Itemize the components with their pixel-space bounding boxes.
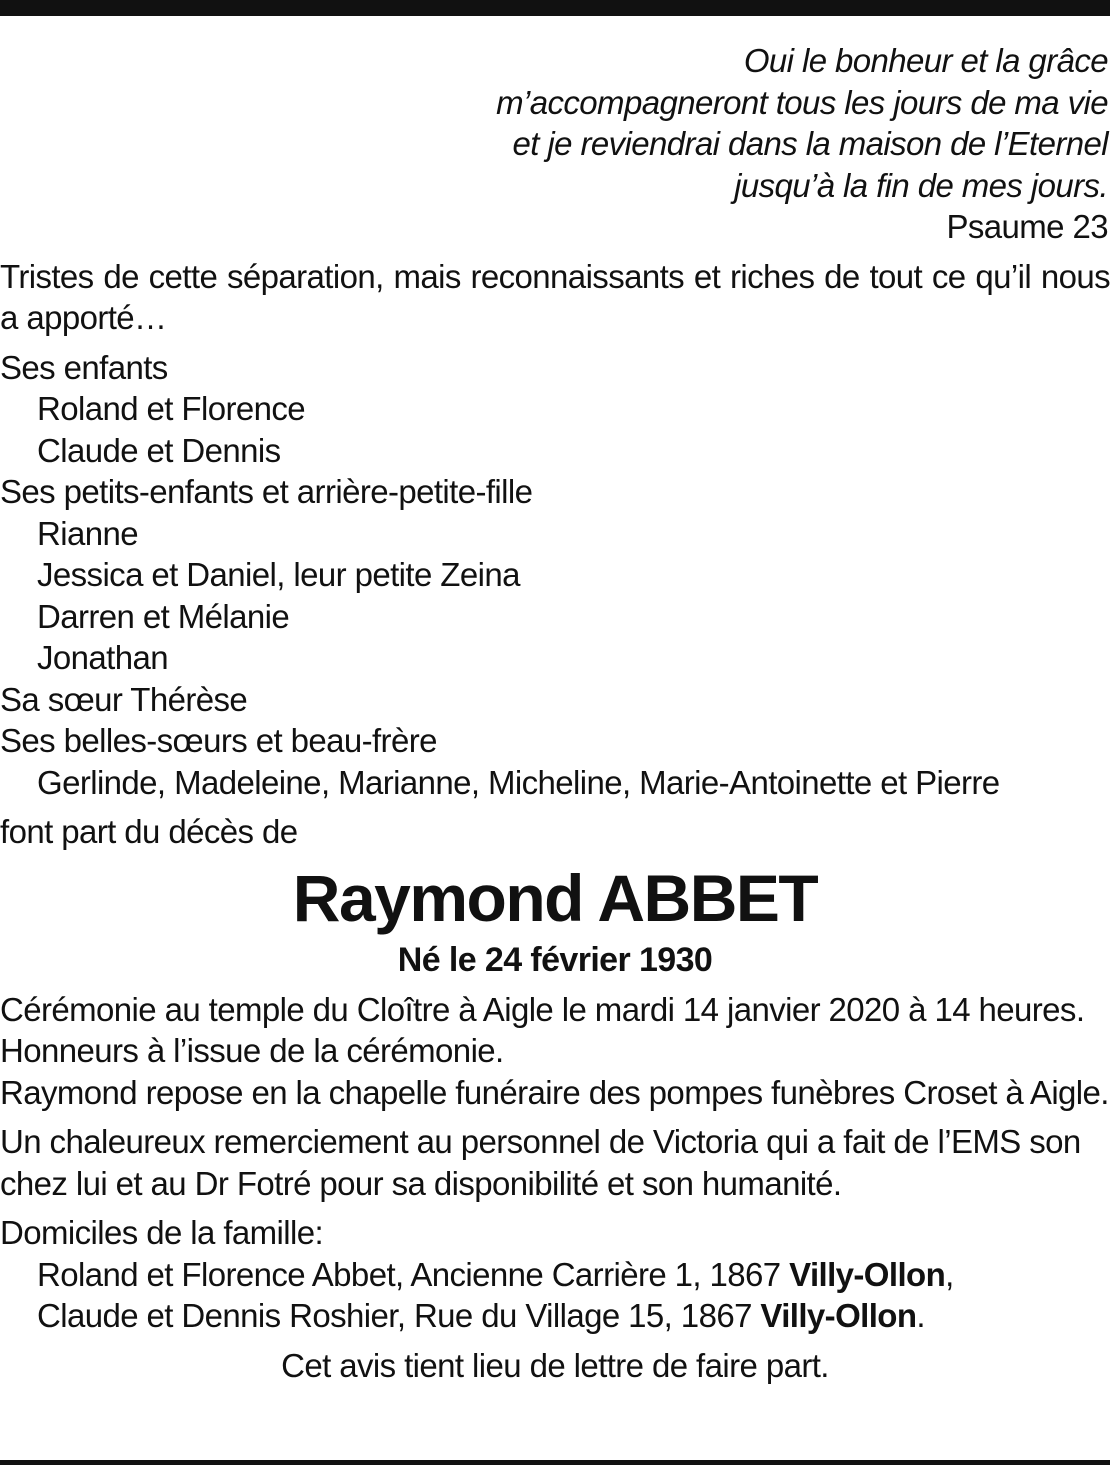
obituary-notice — [0, 40, 1110, 1386]
domiciles-heading: Domiciles de la famille: — [0, 1214, 324, 1251]
grandchildren-heading: Ses petits-enfants et arrière-petite-fille — [0, 473, 533, 510]
intro-text: Tristes de cette séparation, mais reconnaissants et riches de tout ce qu’il nous a apporté… — [0, 257, 1110, 336]
bottom-border — [0, 1460, 1110, 1465]
quote-reference: Psaume 23 — [946, 208, 1108, 245]
inlaws-entry: Gerlinde, Madeleine, Marianne, Micheline, Marie-Antoinette et Pierre — [37, 763, 1000, 801]
quote-line-4: jusqu’à la fin de mes jours. — [734, 166, 1108, 204]
deceased-name: Raymond ABBET — [292, 860, 818, 935]
thanks-line: chez lui et au Dr Fotré pour sa disponibilité et son humanité. — [0, 1164, 842, 1202]
child-entry: Claude et Dennis — [37, 431, 281, 469]
inlaws-heading: Ses belles-sœurs et beau-frère — [0, 722, 437, 759]
domicile-entry — [0, 1295, 1110, 1337]
top-border — [0, 0, 1110, 16]
sister-entry: Sa sœur Thérèse — [0, 680, 248, 718]
domicile-town: Villy-Ollon — [789, 1255, 946, 1293]
grandchild-entry: Rianne — [37, 514, 138, 552]
ceremony-line: Cérémonie au temple du Cloître à Aigle le mardi 14 janvier 2020 à 14 heures. — [0, 990, 1085, 1028]
domicile-town: Villy-Ollon — [760, 1297, 917, 1334]
ceremony-line: Raymond repose en la chapelle funéraire des pompes funèbres Croset à Aigle. — [0, 1073, 1109, 1111]
announce-text: font part du décès de — [0, 813, 298, 850]
domicile-address: Claude et Dennis Roshier, Rue du Village 15, 1867 — [37, 1297, 761, 1334]
quote-line-1: Oui le bonheur et la grâce — [743, 42, 1108, 79]
thanks-text — [0, 1121, 1110, 1204]
quote-line-2: m’accompagneront tous les jours de ma vie — [496, 83, 1108, 121]
ceremony-line: Honneurs à l’issue de la cérémonie. — [0, 1032, 504, 1069]
domicile-address: Roland et Florence Abbet, Ancienne Carrière 1, 1867 — [37, 1255, 790, 1293]
domicile-punct: . — [916, 1297, 925, 1334]
closing-text: Cet avis tient lieu de lettre de faire part. — [281, 1346, 829, 1384]
child-entry: Roland et Florence — [37, 390, 306, 427]
children-heading: Ses enfants — [0, 348, 168, 386]
grandchild-entry: Jonathan — [37, 639, 168, 676]
domiciles — [0, 1212, 1110, 1337]
ceremony-info — [0, 989, 1110, 1114]
quote-line-3: et je reviendrai dans la maison de l’Eternel — [512, 125, 1108, 162]
bible-quote — [0, 40, 1110, 248]
thanks-line: Un chaleureux remerciement au personnel de Victoria qui a fait de l’EMS son — [0, 1123, 1081, 1160]
domicile-entry — [0, 1254, 1110, 1296]
grandchild-entry: Jessica et Daniel, leur petite Zeina — [37, 556, 520, 593]
domicile-punct: , — [945, 1255, 954, 1293]
grandchild-entry: Darren et Mélanie — [37, 597, 290, 635]
birth-date: Né le 24 février 1930 — [397, 940, 713, 979]
family-list — [0, 347, 1110, 804]
